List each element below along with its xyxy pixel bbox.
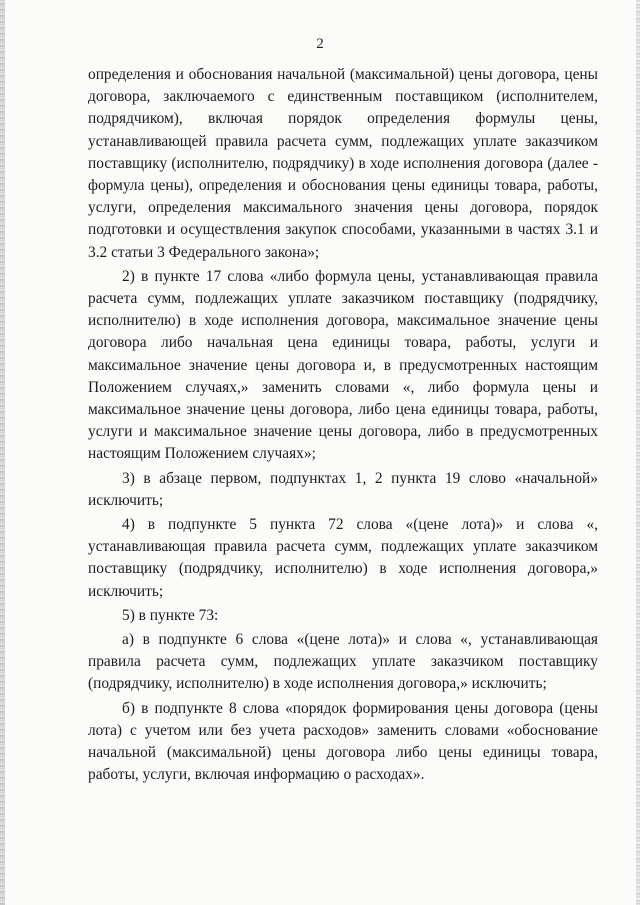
paragraph-subitem-a: а) в подпункте 6 слова «(цене лота)» и слова «, устанавливающая правила расчета сумм, подлежащих уплате заказчиком поставщику (подрядчику, исполнителю) в ходе исполнения договора,» исключить; <box>88 631 598 693</box>
scan-left-edge <box>0 0 5 905</box>
page-number: 2 <box>316 36 324 52</box>
paragraph-item-2: 2) в пункте 17 слова «либо формула цены, устанавливающая правила расчета сумм, подлежащих уплате заказчиком поставщику (подрядчику, исполнителю) в ходе исполнения договора, максимальное значение цены договора либо начальная цена единицы товара, работы, услуги и максимальное значение цены договора и, в предусмотренных настоящим Положением случаях,» заменить словами «, либо формула цены и максимальное значение цены договора, либо цена единицы товара, работы, услуги и максимальное значение цены договора, либо в предусмотренных настоящим Положением случаях»; <box>88 267 598 463</box>
paragraph-item-3: 3) в абзаце первом, подпунктах 1, 2 пункта 19 слово «начальной» исключить; <box>88 469 598 509</box>
paragraph-subitem-b: б) в подпункте 8 слова «порядок формирования цены договора (цены лота) с учетом или без учета расходов» заменить словами «обоснование начальной (максимальной) цены договора либо цены единицы товара, работы, услуги, включая информацию о расходах». <box>88 699 598 784</box>
document-body <box>88 64 598 787</box>
paragraph-item-5: 5) в пункте 73: <box>122 606 219 624</box>
paragraph-item-4: 4) в подпункте 5 пункта 72 слова «(цене лота)» и слова «, устанавливающая правила расчета сумм, подлежащих уплате заказчиком поставщику (подрядчику, исполнителю) в ходе исполнения договора,» исключить; <box>88 516 598 600</box>
scan-right-edge <box>636 0 640 905</box>
paragraph-continuation: определения и обоснования начальной (максимальной) цены договора, цены договора, заключаемого с единственным поставщиком (исполнителем, подрядчиком), включая порядок определения формулы цены, устанавливающей правила расчета сумм, подлежащих уплате заказчиком поставщику (исполнителю, подрядчику) в ходе исполнения договора (далее - формула цены), определения и обоснования цены единицы товара, работы, услуги, определения максимального значения цены договора, порядок подготовки и осуществления закупок способами, указанными в частях 3.1 и 3.2 статьи 3 Федерального закона»; <box>88 66 598 261</box>
